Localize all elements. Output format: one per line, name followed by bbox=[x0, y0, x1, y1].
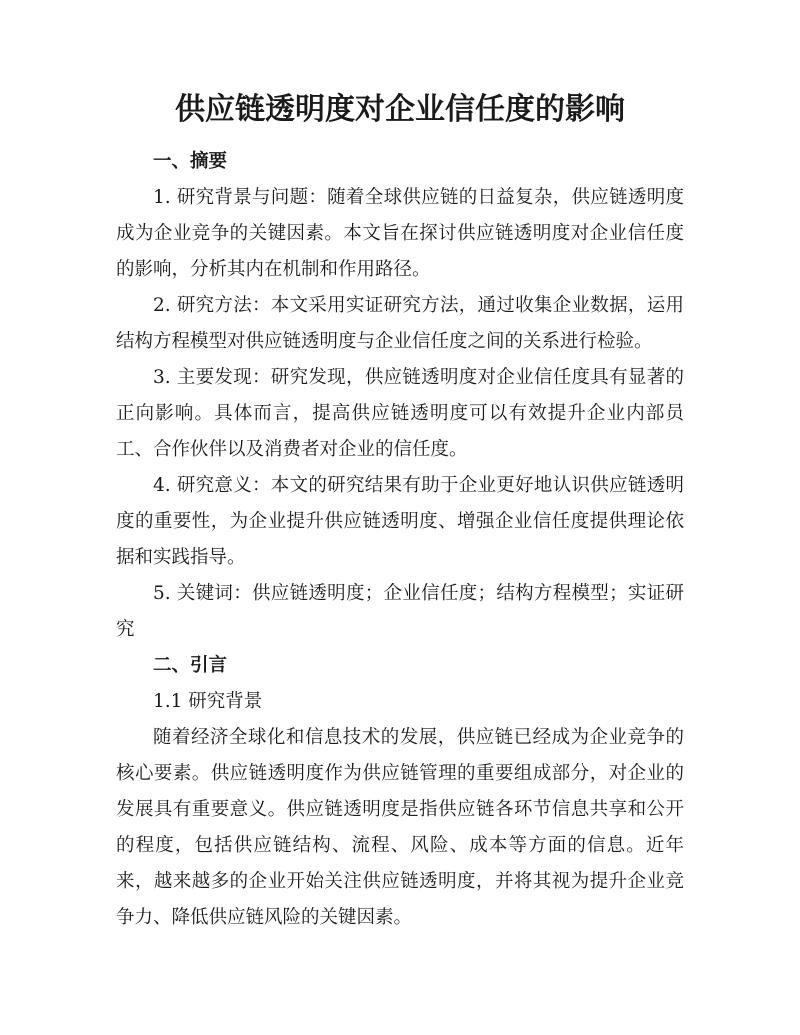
introduction-paragraph-1: 随着经济全球化和信息技术的发展，供应链已经成为企业竞争的核心要素。供应链透明度作为供应链管理的重要组成部分，对企业的发展具有重要意义。供应链透明度是指供应链各环节信息共享和公开的程度，包括供应链结构、流程、风险、成本等方面的信息。近年来，越来越多的企业开始关注供应链透明度，并将其视为提升企业竞争力、降低供应链风险的关键因素。 bbox=[116, 727, 684, 928]
abstract-paragraph-4: 4. 研究意义：本文的研究结果有助于企业更好地认识供应链透明度的重要性，为企业提升供应链透明度、增强企业信任度提供理论依据和实践指导。 bbox=[116, 475, 684, 568]
abstract-keywords: 5. 关键词：供应链透明度；企业信任度；结构方程模型；实证研究 bbox=[116, 583, 684, 640]
subsection-heading-background: 1.1 研究背景 bbox=[153, 691, 263, 712]
section-heading-abstract: 一、摘要 bbox=[153, 151, 228, 172]
abstract-paragraph-1: 1. 研究背景与问题：随着全球供应链的日益复杂，供应链透明度成为企业竞争的关键因素。本文旨在探讨供应链透明度对企业信任度的影响，分析其内在机制和作用路径。 bbox=[116, 187, 684, 280]
abstract-paragraph-3: 3. 主要发现：研究发现，供应链透明度对企业信任度具有显著的正向影响。具体而言，提高供应链透明度可以有效提升企业内部员工、合作伙伴以及消费者对企业的信任度。 bbox=[116, 367, 684, 460]
document-title: 供应链透明度对企业信任度的影响 bbox=[175, 92, 625, 127]
document-body bbox=[116, 144, 684, 936]
abstract-paragraph-2: 2. 研究方法：本文采用实证研究方法，通过收集企业数据，运用结构方程模型对供应链透明度与企业信任度之间的关系进行检验。 bbox=[116, 295, 684, 352]
section-heading-introduction: 二、引言 bbox=[153, 655, 228, 676]
